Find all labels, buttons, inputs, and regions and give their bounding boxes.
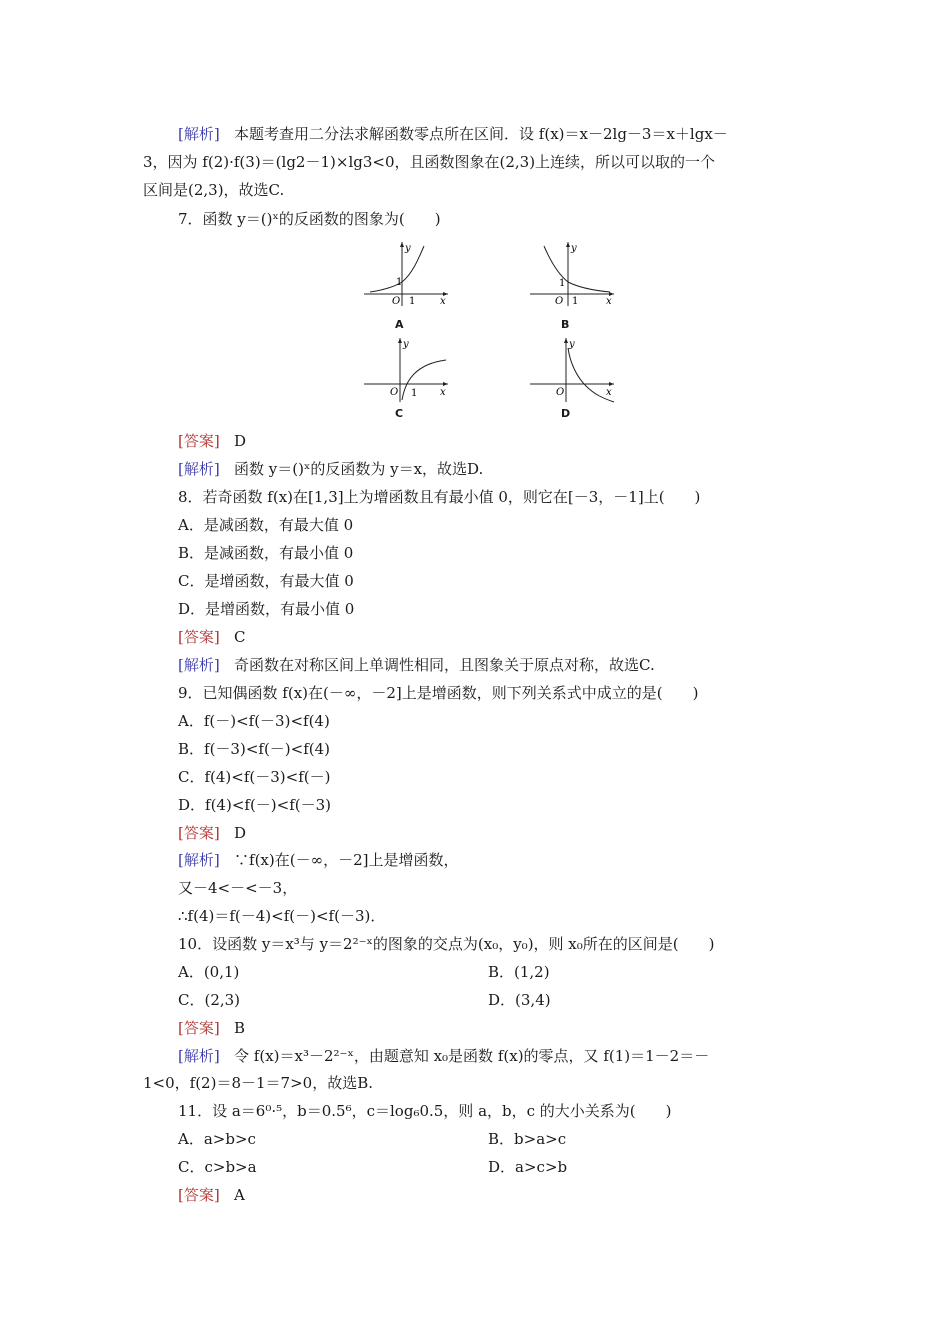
question-11: 11．设 a＝6⁰·⁵，b＝0.5⁶，c＝log₆0.5，则 a，b，c 的大小关系为( ) [178, 1102, 672, 1120]
answer-11 [178, 1185, 245, 1205]
analysis-9-line-3: ∴f(4)＝f(－4)<f(－)<f(－3)． [178, 907, 386, 925]
question-10: 10．设函数 y＝x³与 y＝2²⁻ˣ的图象的交点为(x₀，y₀)，则 x₀所在的区间是( ) [178, 935, 715, 953]
svg-text:1: 1 [572, 296, 579, 307]
analysis-text: 奇函数在对称区间上单调性相同，且图象关于原点对称，故选C. [234, 656, 655, 674]
analysis-line-3: 区间是(2,3)，故选C. [143, 181, 285, 199]
answer-8 [178, 627, 246, 647]
analysis-10-line-2: 1<0，f(2)＝8－1＝7>0，故选B. [143, 1074, 373, 1092]
svg-text:1: 1 [411, 388, 418, 399]
q8-option-b: B．是减函数，有最小值 0 [178, 544, 354, 562]
analysis-tag: [解析] [178, 851, 220, 869]
analysis-text: 本题考查用二分法求解函数零点所在区间．设 f(x)＝x－2lg－3＝x＋lgx－ [234, 125, 728, 143]
svg-text:O: O [390, 387, 399, 398]
q8-option-c: C．是增函数，有最大值 0 [178, 572, 354, 590]
graph-b [528, 238, 618, 308]
question-8: 8．若奇函数 f(x)在[1,3]上为增函数且有最小值 0，则它在[－3，－1]上( ) [178, 488, 701, 506]
svg-text:x: x [440, 387, 446, 398]
svg-text:1: 1 [409, 296, 416, 307]
q11-option-d: D．a>c>b [488, 1158, 568, 1176]
svg-text:x: x [606, 387, 612, 398]
graph-a [362, 238, 452, 308]
graph-b-label: B [561, 318, 570, 331]
answer-7 [178, 431, 246, 451]
answer-tag: [答案] [178, 1186, 220, 1204]
q10-option-c: C．(2,3) [178, 991, 241, 1009]
svg-text:y: y [571, 243, 577, 254]
analysis-text: 函数 y＝()ˣ的反函数为 y＝x，故选D. [234, 460, 484, 478]
analysis-text: 令 f(x)＝x³－2²⁻ˣ，由题意知 x₀是函数 f(x)的零点，又 f(1)＝1－2＝－ [234, 1047, 710, 1065]
answer-value: A [234, 1186, 245, 1204]
graph-d [528, 334, 618, 404]
svg-text:x: x [440, 296, 446, 307]
answer-value: C [234, 628, 246, 646]
answer-10 [178, 1018, 245, 1038]
answer-9 [178, 823, 246, 843]
analysis-10 [178, 1046, 709, 1066]
q9-option-b: B．f(－3)<f(－)<f(4) [178, 740, 331, 758]
answer-tag: [答案] [178, 1019, 220, 1037]
analysis-text: ∵f(x)在(－∞，－2]上是增函数， [234, 851, 459, 869]
q9-option-d: D．f(4)<f(－)<f(－3) [178, 796, 332, 814]
answer-value: B [234, 1019, 246, 1037]
svg-text:x: x [606, 296, 612, 307]
svg-text:y: y [405, 243, 411, 254]
graph-c [362, 334, 452, 404]
answer-value: D [234, 824, 247, 842]
question-9: 9．已知偶函数 f(x)在(－∞，－2]上是增函数，则下列关系式中成立的是( ) [178, 684, 699, 702]
graph-a-label: A [395, 318, 404, 331]
q8-option-a: A．是减函数，有最大值 0 [178, 516, 354, 534]
answer-value: D [234, 432, 247, 450]
svg-text:y: y [403, 339, 409, 350]
q9-option-a: A．f(－)<f(－3)<f(4) [178, 712, 330, 730]
graph-d-label: D [561, 407, 571, 420]
analysis-line [178, 124, 728, 144]
q11-option-c: C．c>b>a [178, 1158, 257, 1176]
svg-text:O: O [392, 296, 401, 307]
question-7: 7．函数 y＝()ˣ的反函数的图象为( ) [178, 210, 441, 228]
q11-option-b: B．b>a>c [488, 1130, 567, 1148]
analysis-9 [178, 850, 459, 870]
analysis-tag: [解析] [178, 1047, 220, 1065]
q11-option-a: A．a>b>c [178, 1130, 256, 1148]
analysis-tag: [解析] [178, 460, 220, 478]
answer-tag: [答案] [178, 824, 220, 842]
answer-tag: [答案] [178, 628, 220, 646]
svg-text:O: O [556, 387, 565, 398]
q9-option-c: C．f(4)<f(－3)<f(－) [178, 768, 331, 786]
analysis-tag: [解析] [178, 125, 220, 143]
analysis-line-2: 3，因为 f(2)·f(3)＝(lg2－1)×lg3<0，且函数图象在(2,3)上连续，所以可以取的一个 [143, 153, 716, 171]
q10-option-b: B．(1,2) [488, 963, 550, 981]
analysis-9-line-2: 又－4<－<－3， [178, 879, 298, 897]
svg-text:y: y [569, 339, 575, 350]
svg-text:O: O [555, 296, 564, 307]
svg-text:1: 1 [559, 278, 566, 289]
q8-option-d: D．是增函数，有最小值 0 [178, 600, 355, 618]
analysis-8 [178, 655, 655, 675]
q10-option-a: A．(0,1) [178, 963, 240, 981]
q10-option-d: D．(3,4) [488, 991, 551, 1009]
graph-c-label: C [395, 407, 404, 420]
analysis-tag: [解析] [178, 656, 220, 674]
svg-text:1: 1 [396, 277, 403, 288]
analysis-7 [178, 459, 483, 479]
answer-tag: [答案] [178, 432, 220, 450]
